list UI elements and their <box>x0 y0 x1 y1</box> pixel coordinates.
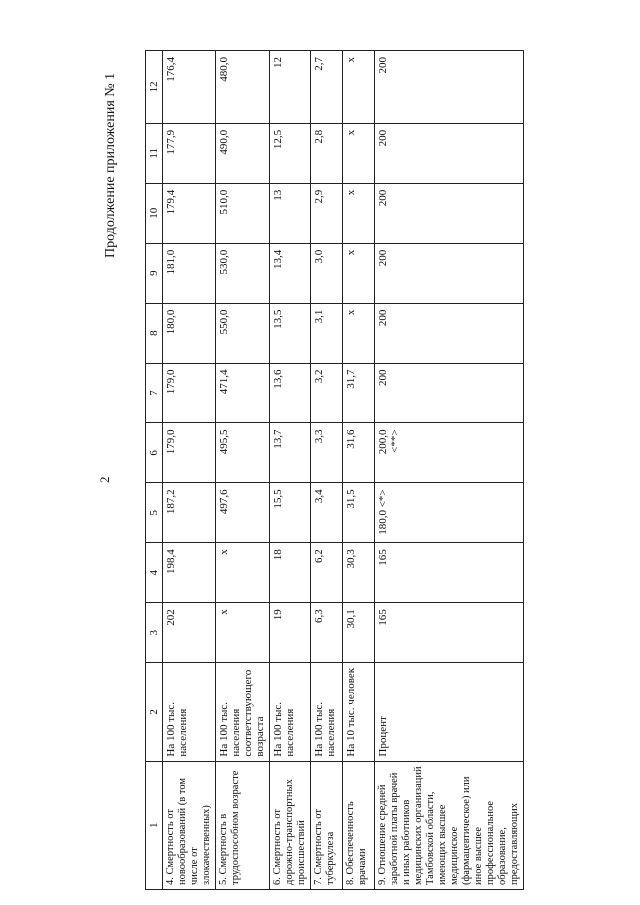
value-cell: 198,4 <box>163 543 216 603</box>
col-header: 8 <box>146 303 163 363</box>
value-cell: 471,4 <box>216 363 270 423</box>
value-cell: 13 <box>270 183 311 243</box>
col-header: 6 <box>146 423 163 483</box>
value-cell: 200 <box>375 123 524 183</box>
value-cell: 510,0 <box>216 183 270 243</box>
col-header: 7 <box>146 363 163 423</box>
table-row <box>270 51 311 890</box>
value-cell: 200,0 <**> <box>375 423 524 483</box>
col-header: 1 <box>146 761 163 889</box>
value-cell: 202 <box>163 603 216 663</box>
table-row <box>163 51 216 890</box>
table-row <box>311 51 343 890</box>
col-header: 4 <box>146 543 163 603</box>
value-cell: х <box>216 603 270 663</box>
value-cell: х <box>343 243 375 303</box>
value-cell: 13,4 <box>270 243 311 303</box>
unit-cell: На 100 тыс. населения соответствующего возраста <box>216 663 270 761</box>
value-cell: 13,6 <box>270 363 311 423</box>
value-cell: 2,8 <box>311 123 343 183</box>
value-cell: 2,9 <box>311 183 343 243</box>
value-cell: 180,0 <box>163 303 216 363</box>
indicator-name: 9. Отношение средней заработной платы врачей и иных работников медицинских организаций Тамбовской области, имеющих высшее медицинское (фармацевтическое) или иное высшее профессиональное образование, предоставляющих <box>375 761 524 889</box>
value-cell: 177,9 <box>163 123 216 183</box>
value-cell: 6,3 <box>311 603 343 663</box>
value-cell: 6,2 <box>311 543 343 603</box>
value-cell: 530,0 <box>216 243 270 303</box>
indicator-name: 4. Смертность от новообразований (в том числе от злокачественных) <box>163 761 216 889</box>
table-row <box>343 51 375 890</box>
value-cell: 200 <box>375 51 524 124</box>
value-cell: 12 <box>270 51 311 124</box>
col-header: 11 <box>146 123 163 183</box>
value-cell: 495,5 <box>216 423 270 483</box>
value-cell: 480,0 <box>216 51 270 124</box>
value-cell: 13,5 <box>270 303 311 363</box>
value-cell: 3,1 <box>311 303 343 363</box>
value-cell: 179,0 <box>163 363 216 423</box>
value-cell: 2,7 <box>311 51 343 124</box>
value-cell: 200 <box>375 363 524 423</box>
value-cell: 3,4 <box>311 483 343 543</box>
value-cell: 200 <box>375 243 524 303</box>
appendix-heading: Продолжение приложения № 1 <box>103 72 118 258</box>
value-cell: 180,0 <*> <box>375 483 524 543</box>
value-cell: 179,0 <box>163 423 216 483</box>
value-cell: 497,6 <box>216 483 270 543</box>
col-header: 9 <box>146 243 163 303</box>
value-cell: 181,0 <box>163 243 216 303</box>
value-cell: 31,6 <box>343 423 375 483</box>
value-cell: 31,7 <box>343 363 375 423</box>
value-cell: 200 <box>375 183 524 243</box>
value-cell: 15,5 <box>270 483 311 543</box>
indicator-name: 6. Смертность от дорожно-транспортных происшествий <box>270 761 311 889</box>
value-cell: 3,0 <box>311 243 343 303</box>
value-cell: 12,5 <box>270 123 311 183</box>
value-cell: 31,5 <box>343 483 375 543</box>
value-cell: х <box>343 183 375 243</box>
value-cell: 165 <box>375 603 524 663</box>
page-number: 2 <box>97 476 112 483</box>
value-cell: х <box>216 543 270 603</box>
indicator-name: 8. Обеспеченность врачами <box>343 761 375 889</box>
value-cell: 30,3 <box>343 543 375 603</box>
unit-cell: На 10 тыс. человек <box>343 663 375 761</box>
unit-cell: На 100 тыс. населения <box>270 663 311 761</box>
header-row <box>146 51 163 890</box>
value-cell: 550,0 <box>216 303 270 363</box>
col-header: 2 <box>146 663 163 761</box>
indicator-table <box>145 50 520 890</box>
table-row <box>375 51 524 890</box>
value-cell: 176,4 <box>163 51 216 124</box>
value-cell: 18 <box>270 543 311 603</box>
value-cell: х <box>343 123 375 183</box>
unit-cell: На 100 тыс. населения <box>163 663 216 761</box>
table-row <box>216 51 270 890</box>
indicator-name: 5. Смертность в трудоспособном возрасте <box>216 761 270 889</box>
value-cell: 490,0 <box>216 123 270 183</box>
indicator-name: 7. Смертность от туберкулеза <box>311 761 343 889</box>
value-cell: 187,2 <box>163 483 216 543</box>
value-cell: х <box>343 303 375 363</box>
value-cell: 165 <box>375 543 524 603</box>
unit-cell: Процент <box>375 663 524 761</box>
value-cell: 3,3 <box>311 423 343 483</box>
col-header: 3 <box>146 603 163 663</box>
value-cell: 30,1 <box>343 603 375 663</box>
col-header: 12 <box>146 51 163 124</box>
value-cell: 19 <box>270 603 311 663</box>
value-cell: х <box>343 51 375 124</box>
value-cell: 179,4 <box>163 183 216 243</box>
col-header: 5 <box>146 483 163 543</box>
col-header: 10 <box>146 183 163 243</box>
value-cell: 200 <box>375 303 524 363</box>
value-cell: 3,2 <box>311 363 343 423</box>
unit-cell: На 100 тыс. населения <box>311 663 343 761</box>
value-cell: 13,7 <box>270 423 311 483</box>
